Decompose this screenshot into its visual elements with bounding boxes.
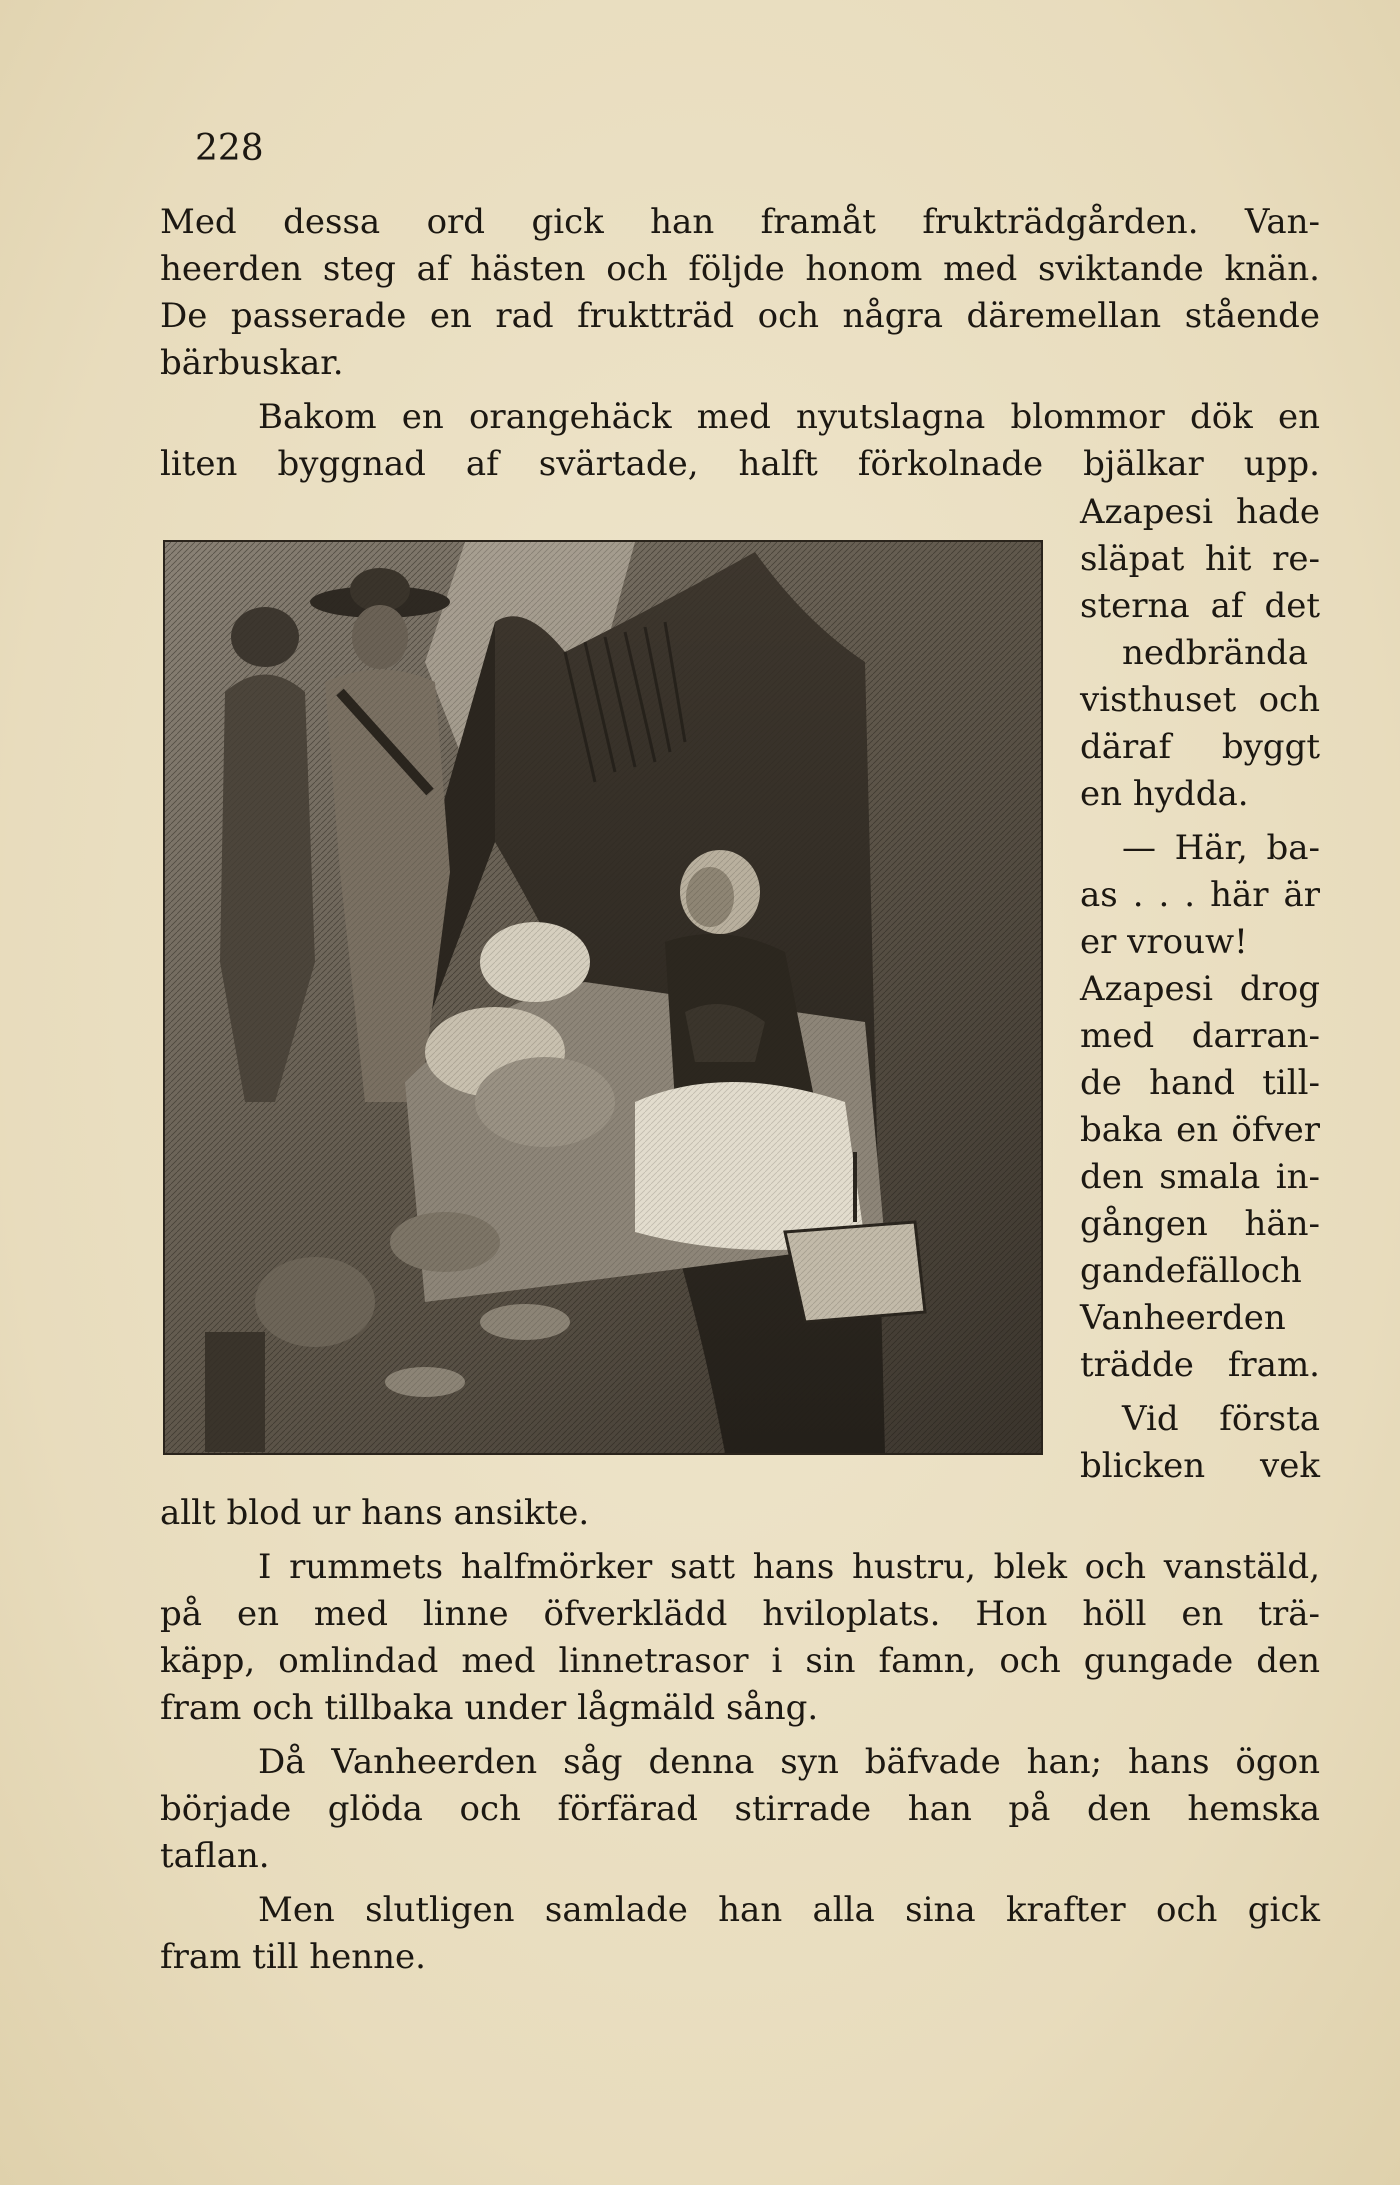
side-text-line: nedbrända	[1122, 633, 1309, 673]
text-line: käpp, omlindad med linnetrasor i sin famn, och gungade den	[160, 1641, 1320, 1681]
side-text-line: gången hän-	[1080, 1204, 1320, 1244]
engraving-illustration	[163, 540, 1043, 1455]
text-line: allt blod ur hans ansikte.	[160, 1493, 590, 1533]
side-text-line: en hydda.	[1080, 774, 1249, 814]
side-text-line: däraf byggt	[1080, 727, 1320, 767]
side-text-line: gandefälloch	[1080, 1251, 1302, 1291]
side-text-line: as . . . här är	[1080, 875, 1320, 915]
side-text-line: Vid första	[1122, 1399, 1320, 1439]
side-text-line: trädde fram.	[1080, 1345, 1320, 1385]
side-text-line: Azapesi drog	[1080, 969, 1320, 1009]
text-line: fram och tillbaka under lågmäld sång.	[160, 1688, 819, 1728]
text-line: Men slutligen samlade han alla sina krafter och gick	[258, 1890, 1320, 1930]
text-line: heerden steg af hästen och följde honom med sviktande knän.	[160, 249, 1320, 289]
text-line: Med dessa ord gick han framåt frukträdgården. Van-	[160, 202, 1320, 242]
side-text-line: baka en öfver	[1080, 1110, 1320, 1150]
side-text-line: släpat hit re-	[1080, 539, 1320, 579]
side-text-line: sterna af det	[1080, 586, 1320, 626]
page-number: 228	[195, 128, 264, 169]
side-text-line: de hand till-	[1080, 1063, 1320, 1103]
text-line: fram till henne.	[160, 1937, 426, 1977]
text-line: på en med linne öfverklädd hviloplats. Hon höll en trä-	[160, 1594, 1320, 1634]
side-text-line: er vrouw!	[1080, 922, 1248, 962]
side-text-line: blicken vek	[1080, 1446, 1320, 1486]
text-line: I rummets halfmörker satt hans hustru, blek och vanstäld,	[258, 1547, 1320, 1587]
text-line: De passerade en rad fruktträd och några däremellan stående	[160, 296, 1320, 336]
text-line: bärbuskar.	[160, 343, 344, 383]
side-text-line: med darran-	[1080, 1016, 1320, 1056]
side-text-line: Vanheerden	[1080, 1298, 1286, 1338]
side-text-line: den smala in-	[1080, 1157, 1320, 1197]
text-line: Då Vanheerden såg denna syn bäfvade han; hans ögon	[258, 1742, 1320, 1782]
side-text-line: — Här, ba-	[1122, 828, 1320, 868]
side-text-line: Azapesi hade	[1080, 492, 1320, 532]
text-line: liten byggnad af svärtade, halft förkolnade bjälkar upp.	[160, 444, 1320, 484]
text-line: Bakom en orangehäck med nyutslagna blommor dök en	[258, 397, 1320, 437]
text-line: började glöda och förfärad stirrade han på den hemska	[160, 1789, 1320, 1829]
side-text-line: visthuset och	[1080, 680, 1320, 720]
text-line: taflan.	[160, 1836, 270, 1876]
